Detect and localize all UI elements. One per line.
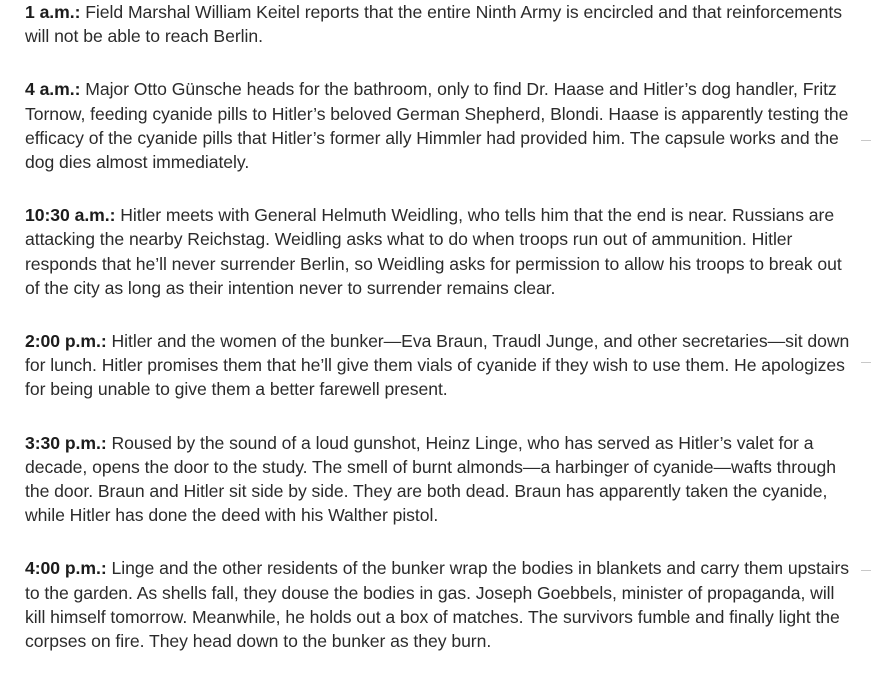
entry-text: Major Otto Günsche heads for the bathroom, only to find Dr. Haase and Hitler’s dog handler, Fritz Tornow, feeding cyanide pills to Hitler’s beloved German Shepherd, Blondi. Haase is apparently testing the efficacy of the cyanide pills that Hitler’s former ally Himmler had provided him. The capsule works and the dog dies almost immediately. (25, 79, 849, 173)
entry-time: 2:00 p.m.: (25, 331, 107, 352)
entry-time: 4 a.m.: (25, 79, 81, 100)
timeline-entry-1am (25, 0, 855, 48)
entry-text: Hitler meets with General Helmuth Weidling, who tells him that the end is near. Russians are attacking the nearby Reichstag. Weidling asks what to do when troops run out of ammunition. Hitler responds that he’ll never surrender Berlin, so Weidling asks for permission to allow his troops to break out of the city as long as their intention never to surrender remains clear. (25, 205, 842, 298)
entry-text: Roused by the sound of a loud gunshot, Heinz Linge, who has served as Hitler’s valet for a decade, opens the door to the study. The smell of burnt almonds—a harbinger of cyanide—wafts through the door. Braun and Hitler sit side by side. They are both dead. Braun has apparently taken the cyanide, while Hitler has done the deed with his Walther pistol. (25, 432, 836, 526)
entry-time: 1 a.m.: (25, 2, 81, 22)
entry-text: Linge and the other residents of the bunker wrap the bodies in blankets and carry them upstairs to the garden. As shells fall, they douse the bodies in gas. Joseph Goebbels, minister of propaganda, will kill himself tomorrow. Meanwhile, he holds out a box of matches. The survivors fumble and finally light the corpses on fire. They head down to the bunker as they burn. (25, 558, 850, 652)
entry-text: Field Marshal William Keitel reports that the entire Ninth Army is encircled and that reinforcements will not be able to reach Berlin. (25, 2, 842, 47)
timeline-article (25, 0, 855, 653)
timeline-entry-1030am (25, 203, 855, 300)
timeline-entry-330pm (25, 431, 855, 528)
margin-divider-mark (861, 140, 871, 141)
timeline-entry-4am (25, 77, 855, 174)
entry-time: 3:30 p.m.: (25, 432, 107, 453)
entry-text: Hitler and the women of the bunker—Eva Braun, Traudl Junge, and other secretaries—sit down for lunch. Hitler promises them that he’ll give them vials of cyanide if they wish to use them. He apologizes for being unable to give them a better farewell present. (25, 331, 850, 400)
timeline-entry-200pm (25, 329, 855, 402)
margin-divider-mark (861, 362, 871, 363)
margin-divider-mark (861, 570, 871, 571)
timeline-entry-400pm (25, 556, 855, 653)
entry-time: 4:00 p.m.: (25, 558, 107, 579)
entry-time: 10:30 a.m.: (25, 205, 116, 226)
